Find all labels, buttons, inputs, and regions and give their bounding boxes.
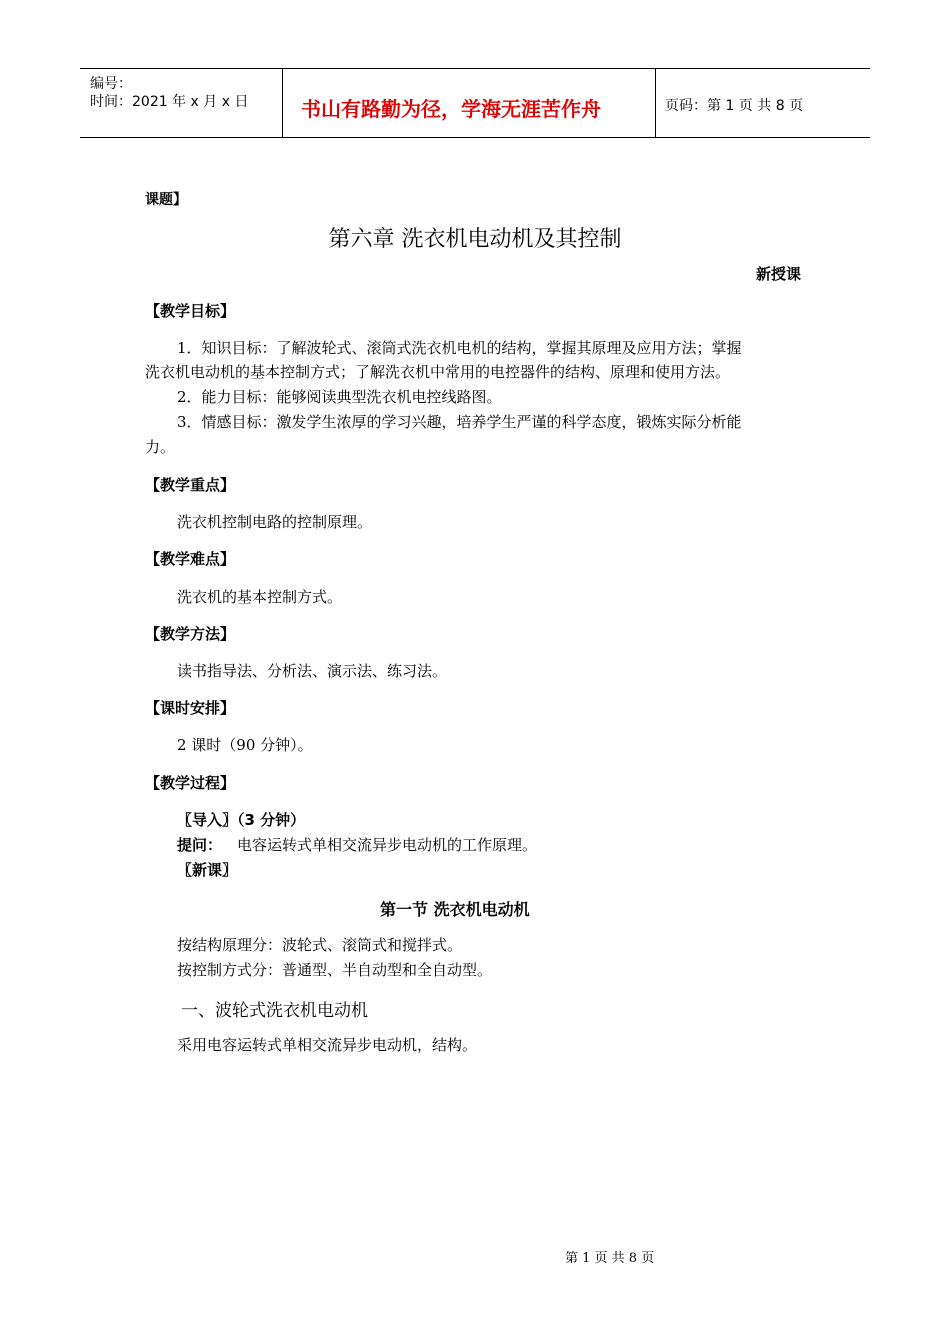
process-heading: 【教学过程】 [145, 774, 236, 792]
header-page-cell [655, 69, 870, 137]
difficulties-heading: 【教学难点】 [145, 550, 236, 568]
methods-heading: 【教学方法】 [145, 625, 236, 643]
methods-text: 读书指导法、分析法、演示法、练习法。 [177, 662, 448, 680]
page-info: 页码：第 1 页 共 8 页 [665, 98, 804, 114]
question-text: 电容运转式单相交流异步电动机的工作原理。 [237, 836, 538, 854]
topic-label: 课题】 [145, 192, 187, 208]
key-points-heading: 【教学重点】 [145, 476, 236, 494]
question-label: 提问： [177, 836, 223, 854]
section-line-1: 按结构原理分：波轮式、滚筒式和搅拌式。 [177, 936, 463, 954]
objective-1-line-1: 1．知识目标：了解波轮式、滚筒式洗衣机电机的结构，掌握其原理及应用方法；掌握 [177, 339, 742, 357]
section-title: 第一节 洗衣机电动机 [380, 900, 530, 919]
footer-page-number: 第 1 页 共 8 页 [565, 1251, 655, 1266]
chapter-title: 第六章 洗衣机电动机及其控制 [328, 227, 622, 252]
objective-1-line-2: 洗衣机电动机的基本控制方式；了解洗衣机中常用的电控器件的结构、原理和使用方法。 [145, 363, 731, 381]
key-points-text: 洗衣机控制电路的控制原理。 [177, 513, 373, 531]
header-motto-cell [282, 69, 656, 137]
time-label: 时间：2021 年 x 月 x 日 [90, 94, 249, 110]
difficulties-text: 洗衣机的基本控制方式。 [177, 588, 343, 606]
schedule-heading: 【课时安排】 [145, 699, 236, 717]
header-table [80, 68, 870, 138]
objectives-heading: 【教学目标】 [145, 302, 236, 320]
header-left-cell [80, 69, 282, 137]
lesson-type: 新授课 [756, 265, 802, 283]
section-line-2: 按控制方式分：普通型、半自动型和全自动型。 [177, 961, 493, 979]
subsection-heading: 一、波轮式洗衣机电动机 [181, 1001, 368, 1021]
objective-2: 2．能力目标：能够阅读典型洗衣机电控线路图。 [177, 388, 502, 406]
motto-text: 书山有路勤为径，学海无涯苦作舟 [301, 97, 601, 121]
section-line-3: 采用电容运转式单相交流异步电动机，结构。 [177, 1036, 478, 1054]
objective-3-line-2: 力。 [145, 438, 176, 456]
number-label: 编号： [90, 76, 132, 92]
intro-label: 〖导入〗（3 分钟） [177, 811, 306, 829]
schedule-text: 2 课时（90 分钟）。 [177, 736, 313, 754]
objective-3-line-1: 3．情感目标：激发学生浓厚的学习兴趣，培养学生严谨的科学态度，锻炼实际分析能 [177, 413, 742, 431]
new-lesson-label: 〖新课〗 [177, 861, 238, 879]
